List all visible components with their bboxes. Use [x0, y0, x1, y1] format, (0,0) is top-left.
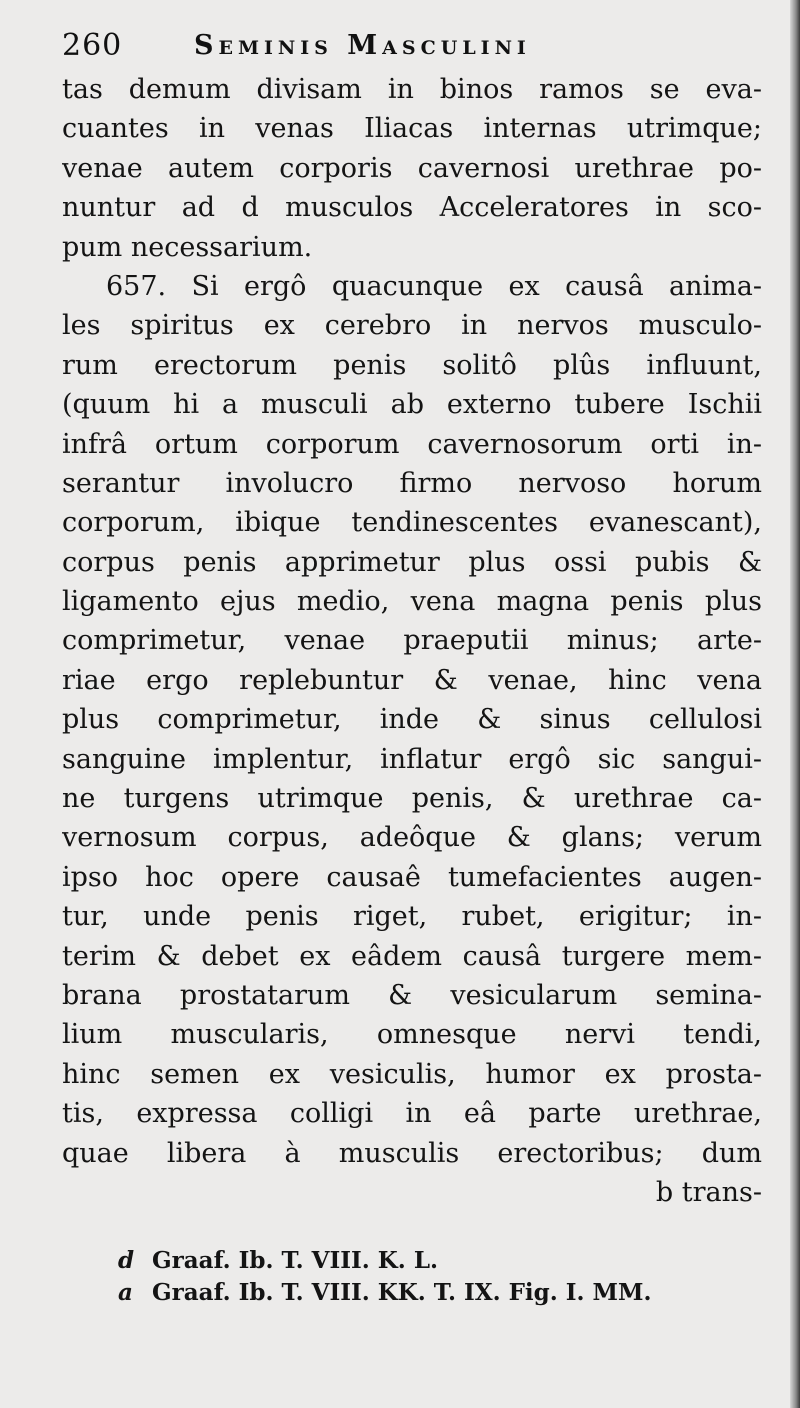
text-line: les spiritus ex cerebro in nervos musculo-	[62, 310, 762, 342]
catchword: b trans-	[655, 1176, 762, 1208]
text-line: riae ergo replebuntur & venae, hinc vena	[62, 664, 762, 696]
page-edge-shadow	[790, 0, 800, 1408]
footnotes	[118, 1245, 738, 1309]
text-line: hinc semen ex vesiculis, humor ex prosta-	[62, 1058, 762, 1090]
text-line: venae autem corporis cavernosi urethrae po-	[62, 152, 762, 184]
text-line: terim & debet ex eâdem causâ turgere mem-	[62, 940, 762, 972]
footnote-marker: a	[118, 1279, 133, 1306]
footnote	[118, 1245, 738, 1277]
footnote	[118, 1277, 738, 1309]
text-line: pum necessarium.	[62, 231, 313, 263]
footnote-text: Graaf. Ib. T. VIII. KK. T. IX. Fig. I. MM.	[152, 1279, 652, 1306]
page-number: 260	[62, 28, 123, 63]
text-line: comprimetur, venae praeputii minus; arte-	[62, 625, 762, 657]
text-line: cuantes in venas Iliacas internas utrimque;	[62, 113, 762, 145]
running-title: Seminis Masculini	[194, 30, 531, 61]
text-line: infrâ ortum corporum cavernosorum orti in-	[62, 428, 762, 460]
text-line: brana prostatarum & vesicularum semina-	[62, 979, 762, 1011]
text-line: corpus penis apprimetur plus ossi pubis &	[62, 546, 762, 578]
paragraph-start-line: 657. Si ergô quacunque ex causâ anima-	[106, 270, 762, 302]
body-text	[62, 70, 762, 1212]
footnote-marker: d	[118, 1247, 135, 1274]
text-line: ipso hoc opere causaê tumefacientes augen-	[62, 861, 762, 893]
text-line: nuntur ad d musculos Acceleratores in sco-	[62, 192, 762, 224]
text-line: ne turgens utrimque penis, & urethrae ca-	[62, 783, 762, 815]
page-header	[62, 28, 762, 68]
text-line: serantur involucro firmo nervoso horum	[62, 467, 762, 499]
text-line: tur, unde penis riget, rubet, erigitur; in-	[62, 901, 762, 933]
text-line: (quum hi a musculi ab externo tubere Ischii	[62, 389, 762, 421]
text-line: corporum, ibique tendinescentes evanescant),	[62, 507, 762, 539]
text-line: rum erectorum penis solitô plûs influunt,	[62, 349, 762, 381]
text-line: lium muscularis, omnesque nervi tendi,	[62, 1019, 762, 1051]
text-line: sanguine implentur, inflatur ergô sic sangui-	[62, 743, 762, 775]
text-line: tis, expressa colligi in eâ parte urethrae,	[62, 1098, 762, 1130]
footnote-text: Graaf. Ib. T. VIII. K. L.	[152, 1247, 438, 1274]
text-line: vernosum corpus, adeôque & glans; verum	[62, 822, 762, 854]
text-line: tas demum divisam in binos ramos se eva-	[62, 74, 762, 105]
text-line: quae libera à musculis erectoribus; dum	[62, 1137, 762, 1169]
text-line: plus comprimetur, inde & sinus cellulosi	[62, 704, 762, 736]
text-line: ligamento ejus medio, vena magna penis plus	[62, 586, 762, 618]
